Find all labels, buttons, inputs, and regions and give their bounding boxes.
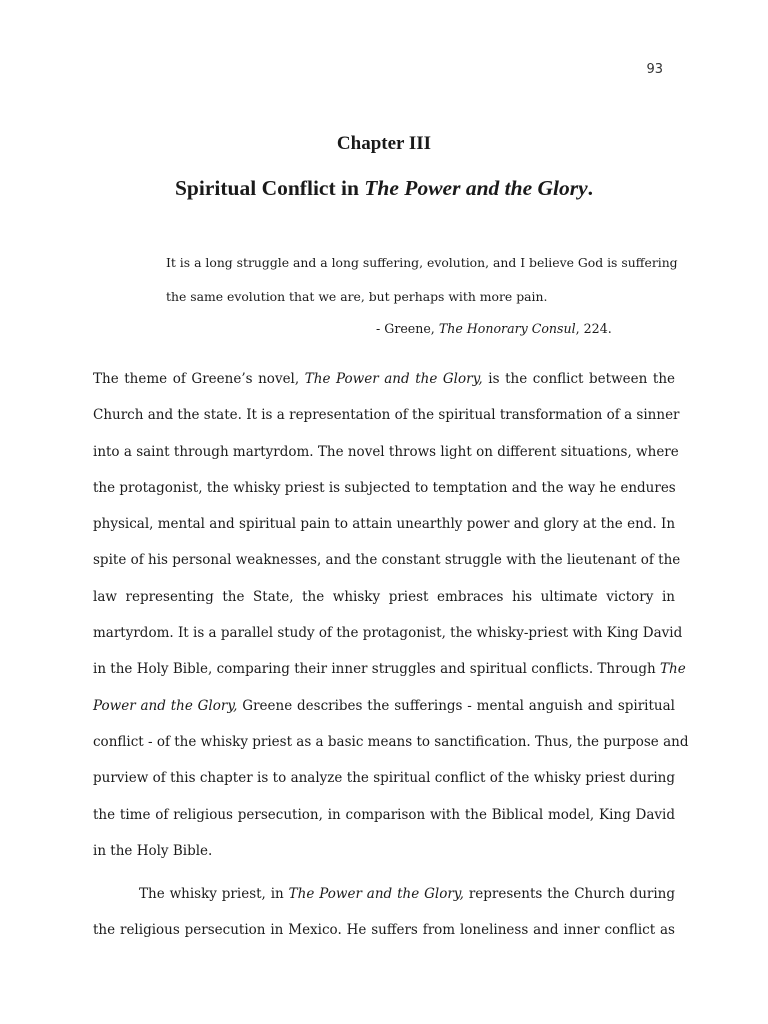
text-segment: The theme of Greene’s novel, [93, 371, 305, 387]
text-line: the protagonist, the whisky priest is subjected to temptation and the way he endures [93, 479, 676, 496]
attribution-book: The Honorary Consul [438, 321, 576, 336]
attribution-prefix: - Greene, [376, 321, 439, 336]
book-title: The [660, 661, 686, 678]
text-line: Church and the state. It is a representation of the spiritual transformation of a sinner [93, 407, 680, 424]
text-line: in the Holy Bible. [93, 842, 213, 859]
text-line: the time of religious persecution, in comparison with the Biblical model, King David [93, 806, 675, 823]
chapter-title-prefix: Spiritual Conflict in [174, 176, 365, 200]
text-segment: in the Holy Bible, comparing their inner struggles and spiritual conflicts. Through [93, 661, 661, 678]
text-line: physical, mental and spiritual pain to attain unearthly power and glory at the end. In [93, 516, 676, 533]
text-segment: The whisky priest, in [139, 886, 289, 903]
epigraph-attribution [376, 321, 612, 336]
chapter-title-book: The Power and the Glory [364, 176, 588, 200]
text-line: law representing the State, the whisky priest embraces his ultimate victory in [93, 588, 675, 605]
book-title: Power and the Glory, [93, 697, 238, 714]
text-line [93, 688, 675, 724]
text-line: the religious persecution in Mexico. He suffers from loneliness and inner conflict as [93, 922, 675, 939]
paragraph [93, 361, 689, 869]
attribution-suffix: , 224. [575, 321, 612, 336]
chapter-label: Chapter III [336, 133, 432, 154]
book-title: The Power and the Glory, [288, 886, 464, 903]
text-segment: Greene describes the sufferings - mental anguish and spiritual [237, 697, 675, 714]
text-segment: is the conflict between the [482, 371, 675, 387]
text-segment: represents the Church during [463, 886, 675, 903]
page-number: 93 [646, 62, 663, 77]
text-line [93, 361, 675, 397]
chapter-title-suffix: . [587, 176, 594, 200]
text-line: conflict - of the whisky priest as a basic means to sanctification. Thus, the purpose and [93, 733, 689, 750]
text-line [93, 651, 686, 687]
body-text [93, 361, 689, 949]
chapter-title [0, 176, 768, 201]
epigraph-quote [166, 246, 678, 314]
text-line: spite of his personal weaknesses, and the constant struggle with the lieutenant of the [93, 552, 681, 569]
text-line [93, 876, 675, 912]
text-line: purview of this chapter is to analyze the spiritual conflict of the whisky priest during [93, 770, 675, 787]
paragraph [93, 876, 675, 949]
text-line: martyrdom. It is a parallel study of the protagonist, the whisky-priest with King David [93, 625, 683, 642]
epigraph-line: the same evolution that we are, but perhaps with more pain. [166, 289, 548, 304]
text-line: into a saint through martyrdom. The novel throws light on different situations, where [93, 443, 679, 460]
epigraph-line: It is a long struggle and a long suffering, evolution, and I believe God is suffering [166, 255, 678, 270]
book-title: The Power and the Glory, [304, 371, 483, 387]
